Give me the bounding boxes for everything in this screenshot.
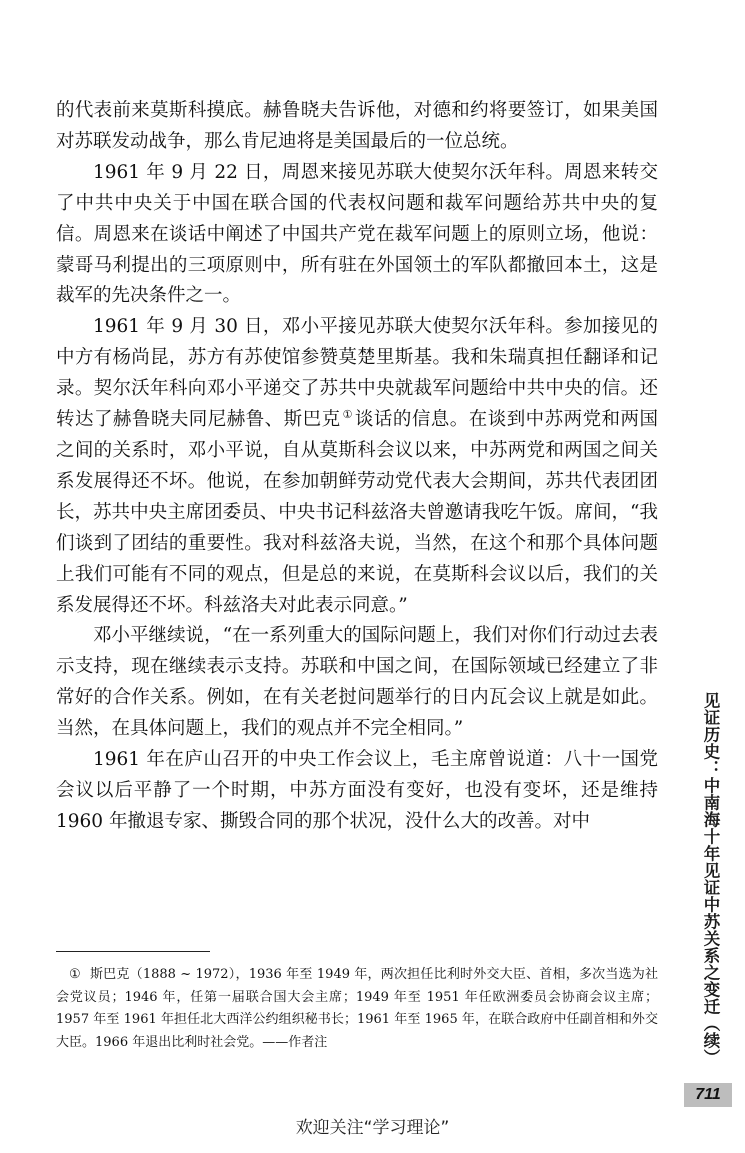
watermark-text: 欢迎关注“学习理论”: [295, 1118, 450, 1138]
footnote-mark: ①: [69, 967, 81, 982]
paragraph-text: 谈话的信息。在谈到中苏两党和两国之间的关系时，邓小平说，自从莫斯科会议以来，中苏两党和两国之间关系发展得还不坏。他说，在参加朝鲜劳动党代表大会期间，苏共代表团团长，苏共中央主席团委员、中央书记科兹洛夫曾邀请我吃午饭。席间，“我们谈到了团结的重要性。我对科兹洛夫说，当然，在这个和那个具体问题上我们可能有不同的观点，但是总的来说，在莫斯科会议以后，我们的关系发展得还不坏。科兹洛夫对此表示同意。”: [56, 409, 658, 616]
footnote: [56, 964, 658, 1054]
footnote-divider: [56, 951, 210, 952]
paragraph: [56, 312, 658, 621]
paragraph: 邓小平继续说，“在一系列重大的国际问题上，我们对你们行动过去表示支持，现在继续表示支持。苏联和中国之间，在国际领域已经建立了非常好的合作关系。例如，在有关老挝问题举行的日内瓦会议上就是如此。当然，在具体问题上，我们的观点并不完全相同。”: [56, 625, 658, 740]
page-number: 711: [684, 1083, 732, 1107]
footnote-text: 斯巴克（1888 ~ 1972），1936 年至 1949 年，两次担任比利时外交大臣、首相，多次当选为社会党议员；1946 年，任第一届联合国大会主席；1949 年至 1951 年任欧洲委员会协商会议主席；1957 年至 1961 年担任北大西洋公约组织秘书长；1961 年至 1965 年，在联合政府中任副首相和外交大臣。1966 年退出比利时社会党。——作者注: [56, 967, 659, 1050]
running-title: 见证历史：中南海十年见证中苏关系之变迁（续）: [701, 692, 720, 1066]
paragraph-text: 1961 年 9 月 30 日，邓小平接见苏联大使契尔沃年科。参加接见的中方有杨尚昆，苏方有苏使馆参赞莫楚里斯基。我和朱瑞真担任翻译和记录。契尔沃年科向邓小平递交了苏共中央就裁军问题给中共中央的信。还转达了赫鲁晓夫同尼赫鲁、斯巴克: [56, 316, 658, 431]
main-text: [56, 96, 658, 838]
paragraph: 1961 年在庐山召开的中央工作会议上，毛主席曾说道：八十一国党会议以后平静了一个时期，中苏方面没有变好，也没有变坏，还是维持 1960 年撤退专家、撕毁合同的那个状况，没什么大的改善。对中: [56, 749, 658, 832]
footnote-ref[interactable]: ①: [342, 407, 353, 421]
paragraph: 1961 年 9 月 22 日，周恩来接见苏联大使契尔沃年科。周恩来转交了中共中央关于中国在联合国的代表权问题和裁军问题给苏共中央的复信。周恩来在谈话中阐述了中国共产党在裁军问题上的原则立场，他说：蒙哥马利提出的三项原则中，所有驻在外国领土的军队都撤回本土，这是裁军的先决条件之一。: [56, 161, 658, 307]
paragraph: 的代表前来莫斯科摸底。赫鲁晓夫告诉他，对德和约将要签订，如果美国对苏联发动战争，那么肯尼迪将是美国最后的一位总统。: [56, 100, 658, 152]
